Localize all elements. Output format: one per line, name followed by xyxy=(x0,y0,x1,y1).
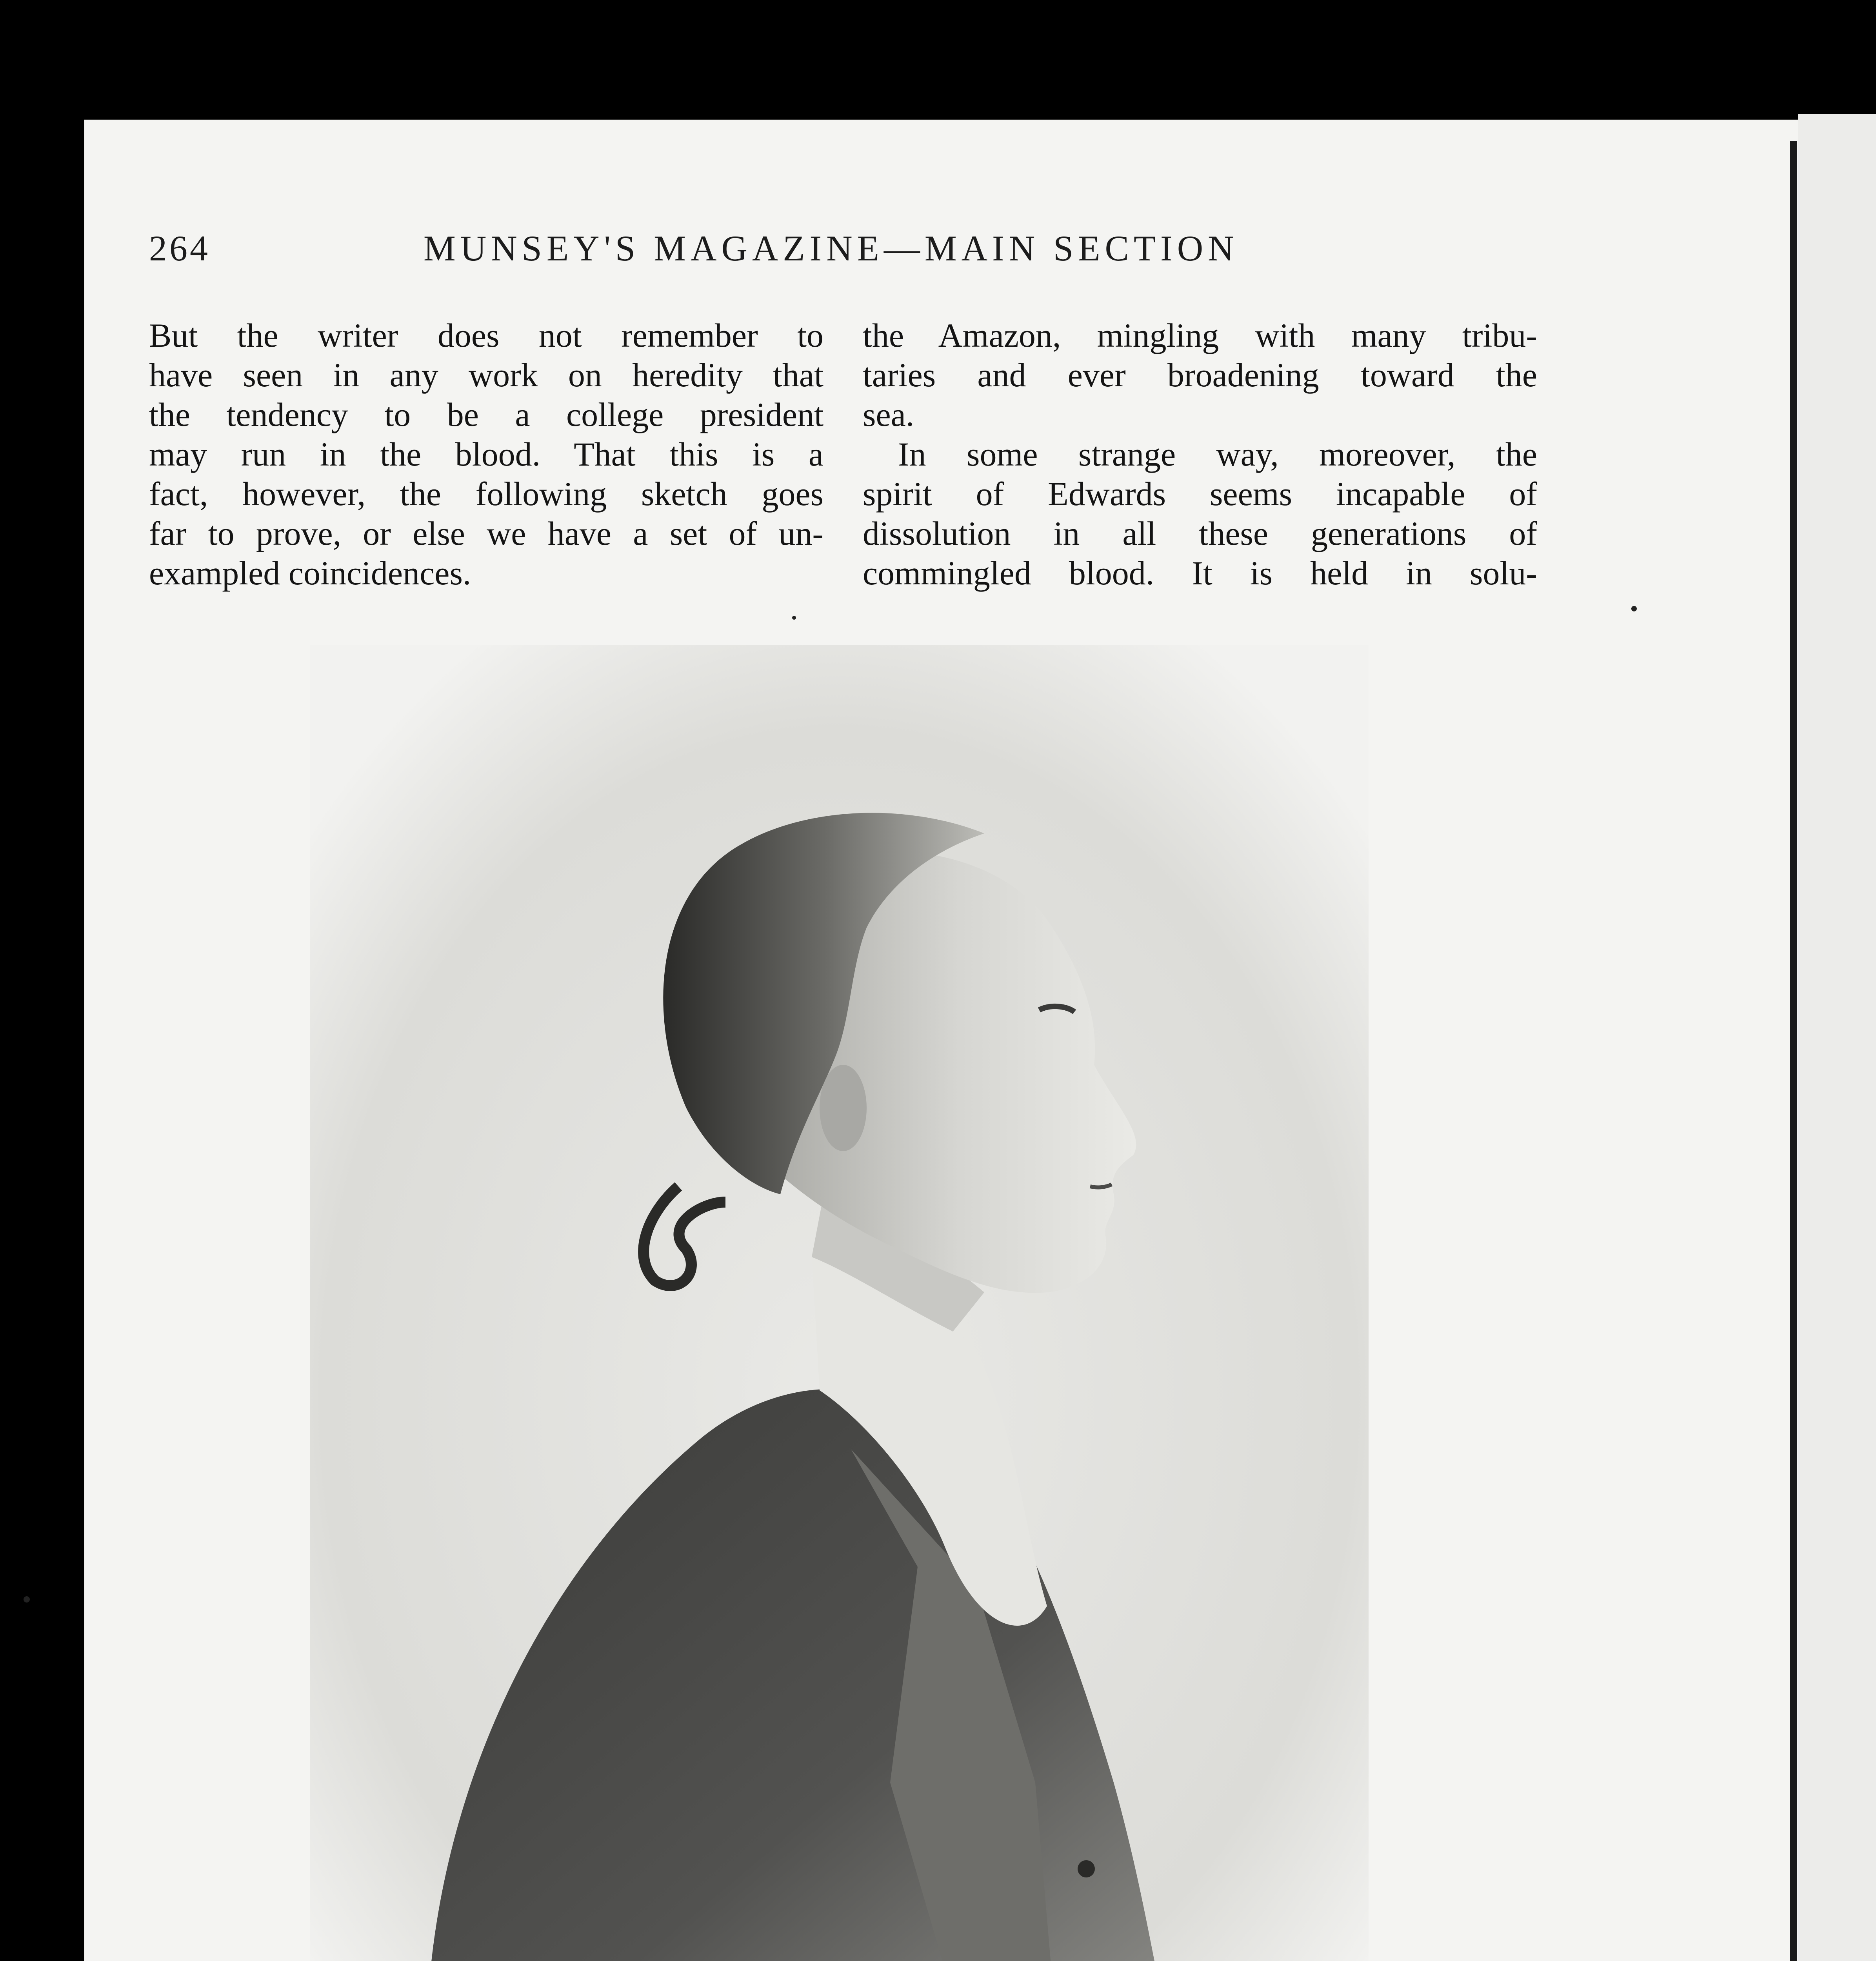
text-line: have seen in any work on heredity that xyxy=(149,356,823,394)
text-line: exampled coincidences. xyxy=(149,554,471,592)
text-line: But the writer does not remember to xyxy=(149,317,823,354)
print-speck xyxy=(24,1596,30,1603)
book-gutter xyxy=(1790,141,1797,1961)
aaron-burr-portrait xyxy=(310,645,1369,1961)
text-line: In some strange way, moreover, the xyxy=(898,435,1537,473)
text-line: the tendency to be a college president xyxy=(149,396,823,433)
page-number: 264 xyxy=(149,228,210,268)
print-speck xyxy=(792,616,796,620)
running-title: MUNSEY'S MAGAZINE—MAIN SECTION xyxy=(424,228,1239,268)
text-line: spirit of Edwards seems incapable of xyxy=(863,475,1537,513)
text-line: the Amazon, mingling with many tribu- xyxy=(863,317,1537,354)
text-line: sea. xyxy=(863,396,914,433)
page-header xyxy=(149,227,1707,282)
facing-page-edge xyxy=(1798,114,1876,1961)
text-line: commingled blood. It is held in solu- xyxy=(863,554,1537,592)
text-line: fact, however, the following sketch goes xyxy=(149,475,823,513)
portrait-illustration xyxy=(310,645,1369,1961)
top-right-column xyxy=(863,316,1537,593)
text-line: may run in the blood. That this is a xyxy=(149,435,823,473)
text-line: far to prove, or else we have a set of un- xyxy=(149,515,823,552)
print-speck xyxy=(1631,606,1637,611)
text-line: dissolution in all these generations of xyxy=(863,515,1537,552)
top-left-column xyxy=(149,316,823,593)
text-line: taries and ever broadening toward the xyxy=(863,356,1537,394)
